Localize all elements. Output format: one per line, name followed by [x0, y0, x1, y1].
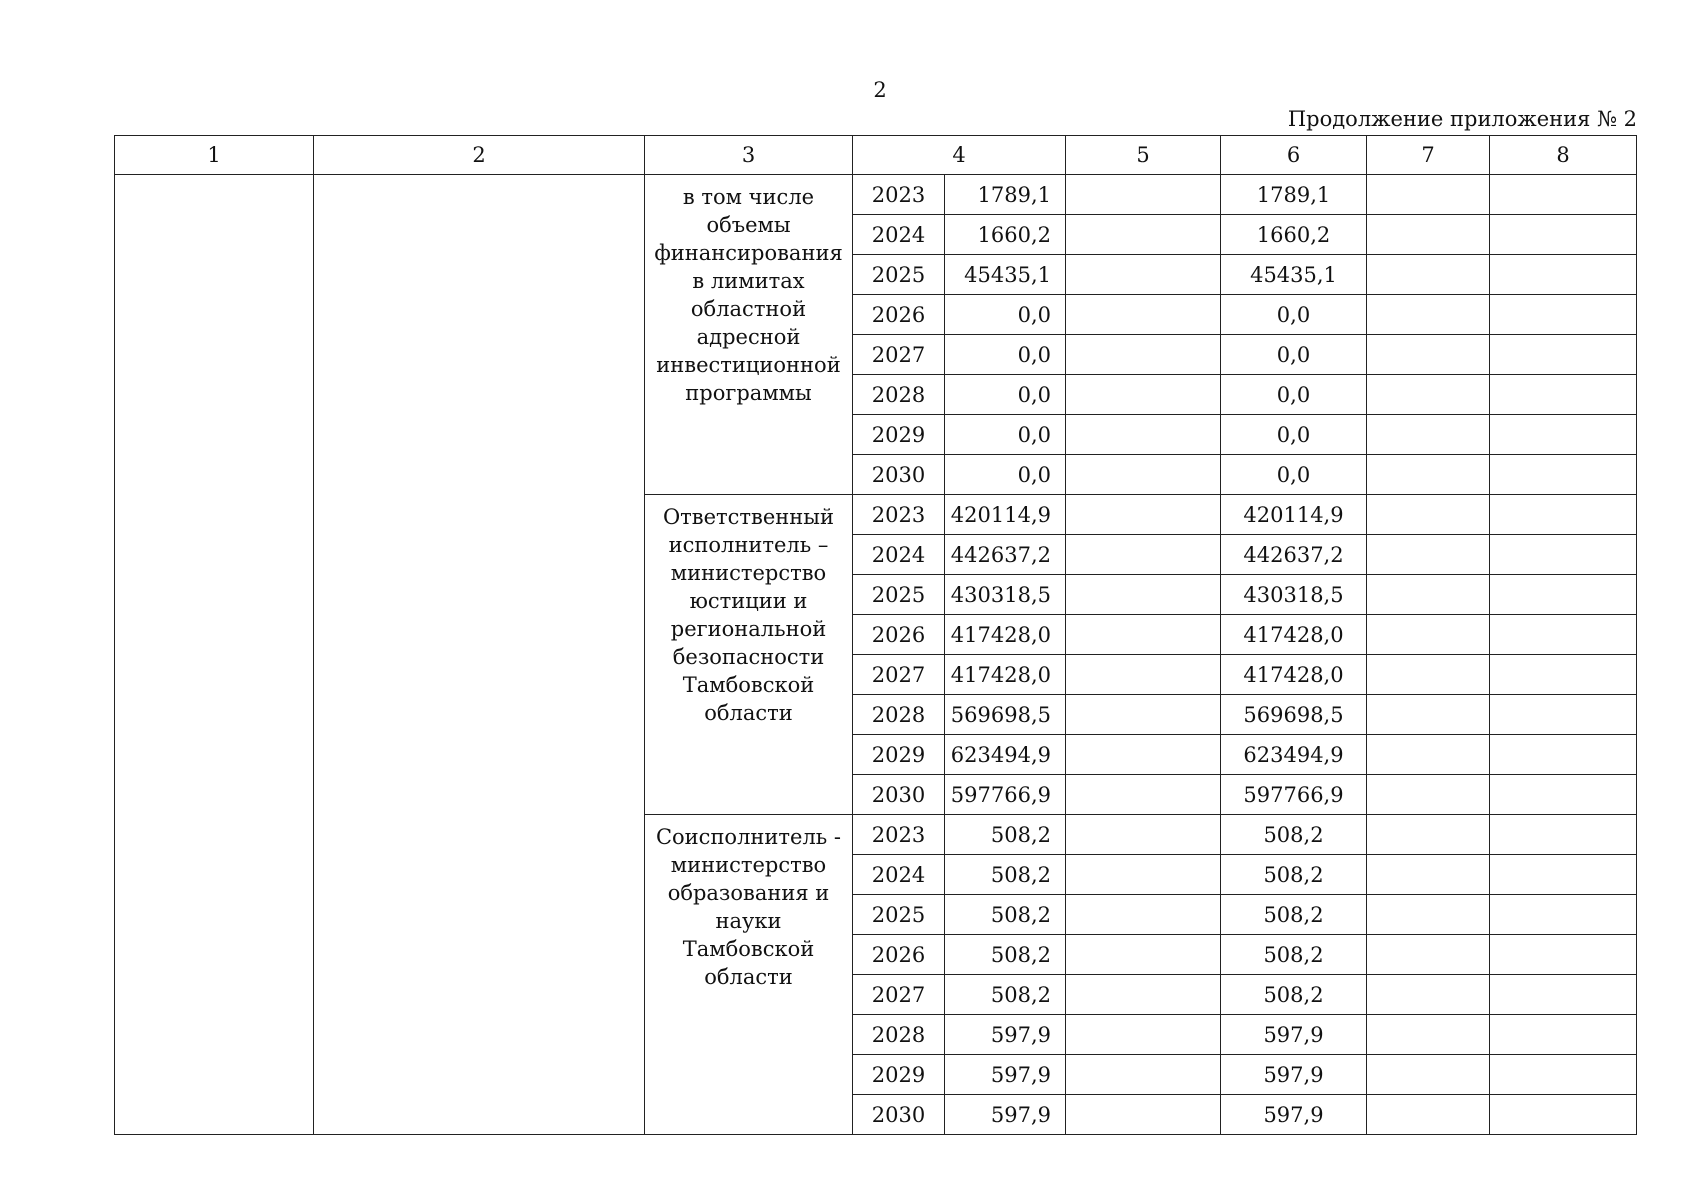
col7-empty-cell [1367, 495, 1490, 535]
col7-empty-cell [1367, 935, 1490, 975]
col6-value-cell: 1660,2 [1221, 215, 1367, 255]
col8-empty-cell [1490, 855, 1637, 895]
col4-value-cell: 569698,5 [945, 695, 1066, 735]
col5-empty-cell [1066, 655, 1221, 695]
year-cell: 2025 [853, 255, 945, 295]
year-cell: 2029 [853, 735, 945, 775]
col5-empty-cell [1066, 775, 1221, 815]
header-col-8: 8 [1490, 136, 1637, 175]
col4-value-cell: 0,0 [945, 375, 1066, 415]
col1-empty-cell [115, 175, 314, 1135]
col8-empty-cell [1490, 895, 1637, 935]
year-cell: 2023 [853, 815, 945, 855]
col4-value-cell: 597,9 [945, 1015, 1066, 1055]
col6-value-cell: 508,2 [1221, 935, 1367, 975]
year-cell: 2028 [853, 695, 945, 735]
col4-value-cell: 0,0 [945, 455, 1066, 495]
col7-empty-cell [1367, 335, 1490, 375]
year-cell: 2028 [853, 375, 945, 415]
col8-empty-cell [1490, 735, 1637, 775]
col7-empty-cell [1367, 375, 1490, 415]
group-label: в том числе объемы финансирования в лимитах областной адресной инвестиционной программы [645, 175, 853, 495]
col4-value-cell: 597,9 [945, 1095, 1066, 1135]
col7-empty-cell [1367, 535, 1490, 575]
col8-empty-cell [1490, 775, 1637, 815]
col8-empty-cell [1490, 535, 1637, 575]
col6-value-cell: 597,9 [1221, 1015, 1367, 1055]
col5-empty-cell [1066, 735, 1221, 775]
col7-empty-cell [1367, 1095, 1490, 1135]
header-col-3: 3 [645, 136, 853, 175]
col6-value-cell: 569698,5 [1221, 695, 1367, 735]
col5-empty-cell [1066, 815, 1221, 855]
col8-empty-cell [1490, 815, 1637, 855]
col7-empty-cell [1367, 415, 1490, 455]
col4-value-cell: 417428,0 [945, 615, 1066, 655]
col6-value-cell: 442637,2 [1221, 535, 1367, 575]
col6-value-cell: 597766,9 [1221, 775, 1367, 815]
year-cell: 2025 [853, 575, 945, 615]
col4-value-cell: 508,2 [945, 975, 1066, 1015]
col8-empty-cell [1490, 655, 1637, 695]
year-cell: 2026 [853, 615, 945, 655]
col5-empty-cell [1066, 535, 1221, 575]
col4-value-cell: 1789,1 [945, 175, 1066, 215]
header-col-6: 6 [1221, 136, 1367, 175]
col7-empty-cell [1367, 215, 1490, 255]
header-col-2: 2 [314, 136, 645, 175]
col7-empty-cell [1367, 775, 1490, 815]
col5-empty-cell [1066, 615, 1221, 655]
col5-empty-cell [1066, 335, 1221, 375]
col7-empty-cell [1367, 255, 1490, 295]
col4-value-cell: 0,0 [945, 335, 1066, 375]
header-col-4: 4 [853, 136, 1066, 175]
col5-empty-cell [1066, 495, 1221, 535]
year-cell: 2030 [853, 455, 945, 495]
col5-empty-cell [1066, 175, 1221, 215]
year-cell: 2023 [853, 495, 945, 535]
year-cell: 2025 [853, 895, 945, 935]
year-cell: 2023 [853, 175, 945, 215]
col4-value-cell: 442637,2 [945, 535, 1066, 575]
col5-empty-cell [1066, 215, 1221, 255]
col4-value-cell: 508,2 [945, 855, 1066, 895]
continuation-label: Продолжение приложения № 2 [1287, 107, 1637, 131]
col2-empty-cell [314, 175, 645, 1135]
col6-value-cell: 417428,0 [1221, 615, 1367, 655]
year-cell: 2030 [853, 1095, 945, 1135]
col5-empty-cell [1066, 855, 1221, 895]
col5-empty-cell [1066, 255, 1221, 295]
col8-empty-cell [1490, 575, 1637, 615]
col7-empty-cell [1367, 695, 1490, 735]
col7-empty-cell [1367, 815, 1490, 855]
col7-empty-cell [1367, 455, 1490, 495]
year-cell: 2029 [853, 1055, 945, 1095]
header-col-5: 5 [1066, 136, 1221, 175]
year-cell: 2026 [853, 295, 945, 335]
year-cell: 2028 [853, 1015, 945, 1055]
header-col-1: 1 [115, 136, 314, 175]
col4-value-cell: 508,2 [945, 895, 1066, 935]
year-cell: 2024 [853, 855, 945, 895]
year-cell: 2027 [853, 655, 945, 695]
col8-empty-cell [1490, 335, 1637, 375]
financing-table [114, 135, 1637, 1135]
col8-empty-cell [1490, 935, 1637, 975]
col4-value-cell: 417428,0 [945, 655, 1066, 695]
col5-empty-cell [1066, 895, 1221, 935]
col5-empty-cell [1066, 1015, 1221, 1055]
col8-empty-cell [1490, 975, 1637, 1015]
table-row [115, 175, 1637, 215]
col8-empty-cell [1490, 215, 1637, 255]
col8-empty-cell [1490, 1055, 1637, 1095]
col6-value-cell: 430318,5 [1221, 575, 1367, 615]
group-label: Ответственный исполнитель – министерство юстиции и региональной безопасности Тамбовской области [645, 495, 853, 815]
col6-value-cell: 0,0 [1221, 455, 1367, 495]
col5-empty-cell [1066, 575, 1221, 615]
col5-empty-cell [1066, 695, 1221, 735]
col7-empty-cell [1367, 575, 1490, 615]
col4-value-cell: 0,0 [945, 295, 1066, 335]
col8-empty-cell [1490, 1095, 1637, 1135]
col6-value-cell: 417428,0 [1221, 655, 1367, 695]
year-cell: 2024 [853, 215, 945, 255]
col4-value-cell: 420114,9 [945, 495, 1066, 535]
year-cell: 2027 [853, 975, 945, 1015]
col7-empty-cell [1367, 655, 1490, 695]
year-cell: 2027 [853, 335, 945, 375]
col4-value-cell: 508,2 [945, 815, 1066, 855]
col6-value-cell: 508,2 [1221, 895, 1367, 935]
year-cell: 2030 [853, 775, 945, 815]
col6-value-cell: 0,0 [1221, 375, 1367, 415]
col8-empty-cell [1490, 295, 1637, 335]
page-number: 2 [873, 78, 887, 102]
col6-value-cell: 0,0 [1221, 295, 1367, 335]
col6-value-cell: 0,0 [1221, 335, 1367, 375]
col8-empty-cell [1490, 455, 1637, 495]
col6-value-cell: 1789,1 [1221, 175, 1367, 215]
col6-value-cell: 420114,9 [1221, 495, 1367, 535]
group-label: Соисполнитель - министерство образования и науки Тамбовской области [645, 815, 853, 1135]
col8-empty-cell [1490, 495, 1637, 535]
col8-empty-cell [1490, 615, 1637, 655]
col8-empty-cell [1490, 695, 1637, 735]
year-cell: 2024 [853, 535, 945, 575]
header-col-7: 7 [1367, 136, 1490, 175]
table-body [115, 175, 1637, 1135]
col5-empty-cell [1066, 1095, 1221, 1135]
col8-empty-cell [1490, 1015, 1637, 1055]
col4-value-cell: 1660,2 [945, 215, 1066, 255]
col5-empty-cell [1066, 415, 1221, 455]
col6-value-cell: 623494,9 [1221, 735, 1367, 775]
col4-value-cell: 623494,9 [945, 735, 1066, 775]
col5-empty-cell [1066, 295, 1221, 335]
col7-empty-cell [1367, 175, 1490, 215]
col6-value-cell: 0,0 [1221, 415, 1367, 455]
col8-empty-cell [1490, 175, 1637, 215]
col7-empty-cell [1367, 295, 1490, 335]
col5-empty-cell [1066, 1055, 1221, 1095]
col6-value-cell: 508,2 [1221, 855, 1367, 895]
col4-value-cell: 0,0 [945, 415, 1066, 455]
col8-empty-cell [1490, 255, 1637, 295]
col7-empty-cell [1367, 1015, 1490, 1055]
col5-empty-cell [1066, 975, 1221, 1015]
col5-empty-cell [1066, 375, 1221, 415]
col6-value-cell: 508,2 [1221, 975, 1367, 1015]
col7-empty-cell [1367, 975, 1490, 1015]
col4-value-cell: 430318,5 [945, 575, 1066, 615]
col7-empty-cell [1367, 735, 1490, 775]
col6-value-cell: 45435,1 [1221, 255, 1367, 295]
col8-empty-cell [1490, 415, 1637, 455]
col7-empty-cell [1367, 1055, 1490, 1095]
col5-empty-cell [1066, 935, 1221, 975]
year-cell: 2026 [853, 935, 945, 975]
col4-value-cell: 508,2 [945, 935, 1066, 975]
col6-value-cell: 597,9 [1221, 1055, 1367, 1095]
col6-value-cell: 597,9 [1221, 1095, 1367, 1135]
col6-value-cell: 508,2 [1221, 815, 1367, 855]
year-cell: 2029 [853, 415, 945, 455]
col8-empty-cell [1490, 375, 1637, 415]
header-row [115, 136, 1637, 175]
col7-empty-cell [1367, 895, 1490, 935]
col5-empty-cell [1066, 455, 1221, 495]
col4-value-cell: 45435,1 [945, 255, 1066, 295]
col4-value-cell: 597,9 [945, 1055, 1066, 1095]
col7-empty-cell [1367, 615, 1490, 655]
col7-empty-cell [1367, 855, 1490, 895]
col4-value-cell: 597766,9 [945, 775, 1066, 815]
